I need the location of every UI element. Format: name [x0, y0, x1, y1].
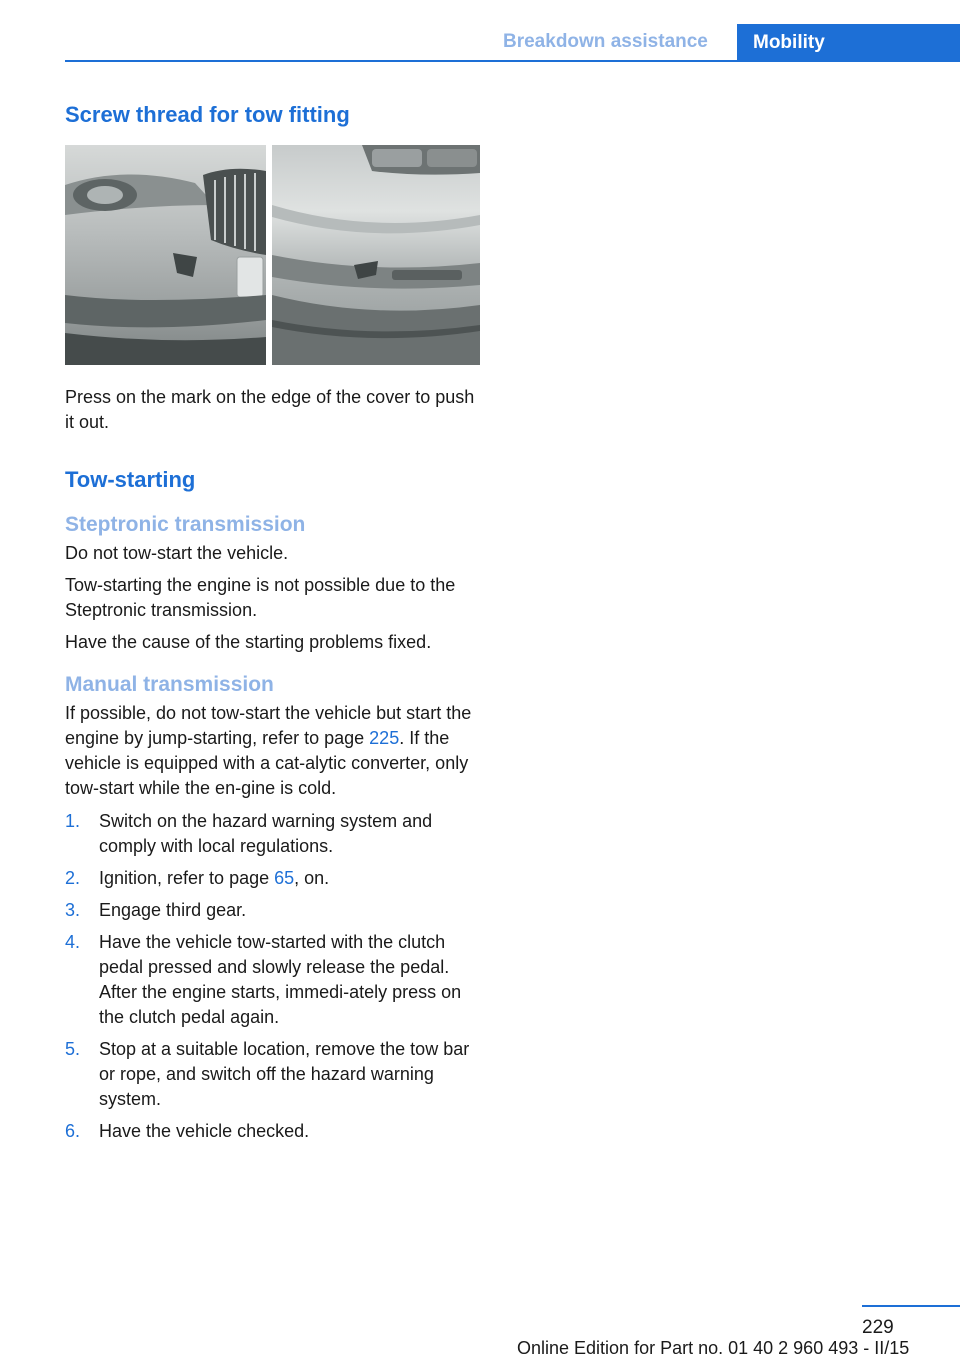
page-content	[65, 100, 480, 1151]
step-text-b: , on.	[294, 868, 330, 888]
step-text: Switch on the hazard warning system and comply with local regulations.	[99, 811, 433, 856]
step-text: Have the vehicle tow-started with the clutch pedal pressed and slowly release the pedal. After the engine starts, immedi‐ately press on the clutch pedal again.	[99, 932, 462, 1027]
list-item	[65, 809, 480, 859]
header-rule	[65, 60, 960, 62]
list-item	[65, 866, 480, 891]
header-chapter-tab: Mobility	[737, 24, 960, 61]
step-number: 5.	[65, 1039, 81, 1059]
list-item	[65, 898, 480, 923]
steptronic-paragraph-2: Tow-starting the engine is not possible due to the Steptronic transmission.	[65, 575, 456, 620]
tow-start-steps-list	[65, 809, 480, 1144]
header-section-title: Breakdown assistance	[503, 31, 708, 52]
step-number: 4.	[65, 932, 81, 952]
step-text	[99, 866, 329, 891]
steptronic-paragraph-3: Have the cause of the starting problems fixed.	[65, 632, 432, 652]
step-text: Engage third gear.	[99, 900, 247, 920]
screw-thread-caption: Press on the mark on the edge of the cover to push it out.	[65, 387, 475, 432]
manual-intro-text-a: If possible, do not tow-start the vehicle but start the engine by jump-starting, refer to page	[65, 703, 472, 748]
step-number: 6.	[65, 1121, 81, 1141]
step-text-a: Ignition, refer to page	[99, 868, 275, 888]
step-number: 3.	[65, 900, 81, 920]
tow-fitting-figure	[65, 145, 480, 365]
rear-bumper-illustration	[272, 145, 480, 365]
step-text: Have the vehicle checked.	[99, 1121, 310, 1141]
list-item	[65, 930, 480, 1030]
footer-edition: Online Edition for Part no. 01 40 2 960 493 - II/15	[517, 1338, 910, 1358]
screw-thread-heading: Screw thread for tow fitting	[65, 102, 350, 127]
list-item	[65, 1119, 480, 1144]
step-text: Stop at a suitable location, remove the tow bar or rope, and switch off the hazard warning system.	[99, 1039, 470, 1109]
tow-starting-heading: Tow-starting	[65, 467, 196, 492]
steptronic-heading: Steptronic transmission	[65, 513, 306, 536]
front-bumper-illustration	[65, 145, 266, 365]
manual-intro	[65, 701, 480, 801]
manual-intro-text-b: . If the vehicle is equipped with a cat‐alytic converter, only tow-start while the en‐gine is cold.	[65, 728, 469, 798]
footer-rule	[862, 1305, 960, 1307]
rear-bumper-photo	[272, 145, 480, 365]
page-number: 229	[862, 1317, 894, 1338]
page-link-65[interactable]: 65	[274, 868, 295, 888]
manual-heading: Manual transmission	[65, 673, 274, 696]
page-link-225[interactable]: 225	[369, 728, 400, 748]
steptronic-paragraph-1: Do not tow-start the vehicle.	[65, 543, 289, 563]
tow-cover-mark	[173, 253, 197, 277]
step-number: 2.	[65, 868, 81, 888]
front-bumper-photo	[65, 145, 266, 365]
step-number: 1.	[65, 811, 81, 831]
list-item	[65, 1037, 480, 1112]
